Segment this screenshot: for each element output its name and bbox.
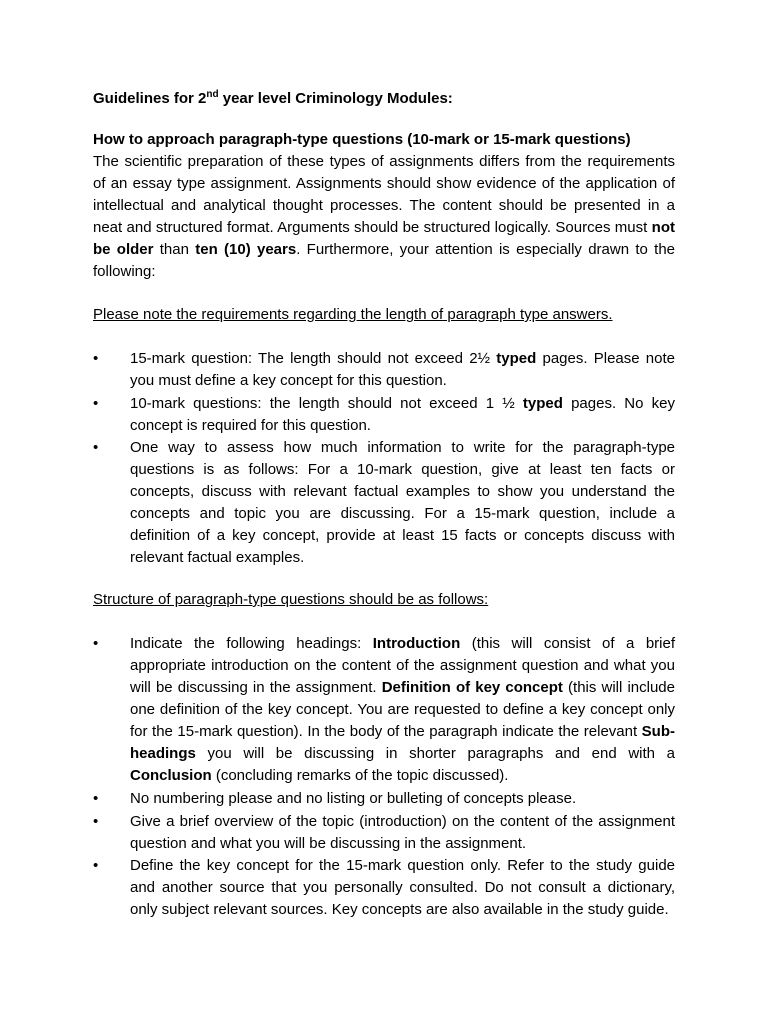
list-item: • One way to assess how much information to write for the paragraph-type questions is as follows: For a 10-mark question, give at least ten facts or concepts, discuss with relevant factual examples to show you understand the concepts and topic you are discussing. For a 15-mark question, include a definition of a key concept, provide at least 15 facts or concepts discuss with relevant factual examples.: [93, 439, 675, 566]
bullet-icon: •: [93, 395, 99, 412]
bullet-icon: •: [93, 790, 99, 807]
list-item: • 10-mark questions: the length should not exceed 1 ½ typed pages. No key concept is required for this question.: [93, 395, 675, 434]
bullet-icon: •: [93, 813, 99, 830]
bullet-icon: •: [93, 439, 99, 456]
bullet-icon: •: [93, 857, 99, 874]
structure-heading: Structure of paragraph-type questions should be as follows:: [93, 591, 489, 608]
section-heading: How to approach paragraph-type questions (10-mark or 15-mark questions): [93, 131, 631, 148]
list-item: • 15-mark question: The length should not exceed 2½ typed pages. Please note you must define a key concept for this question.: [93, 350, 675, 389]
bullet-icon: •: [93, 350, 99, 367]
list-item: • Indicate the following headings: Introduction (this will consist of a brief appropriate introduction on the content of the assignment question and what you will be discussing in the assignment. Definition of key concept (this will include one definition of the key concept. You are requested to define a key concept only for the 15-mark question). In the body of the paragraph indicate the relevant Sub-headings you will be discussing in shorter paragraphs and end with a Conclusion (concluding remarks of the topic discussed).: [93, 635, 676, 784]
list-item: • No numbering please and no listing or bulleting of concepts please.: [93, 788, 675, 810]
list-item: • Define the key concept for the 15-mark question only. Refer to the study guide and another source that you personally consulted. Do not consult a dictionary, only subject relevant sources. Key concepts are also available in the study guide.: [93, 857, 675, 918]
bullet-icon: •: [93, 635, 99, 652]
length-requirements-heading: Please note the requirements regarding the length of paragraph type answers.: [93, 306, 613, 323]
document-title: Guidelines for 2nd year level Criminology Modules:: [93, 89, 453, 107]
intro-paragraph: The scientific preparation of these types of assignments differs from the requirements of an essay type assignment. Assignments should show evidence of the application of intellectual and analytical thought processes. The content should be presented in a neat and structured format. Arguments should be structured logically. Sources must not be older than ten (10) years. Furthermore, your attention is especially drawn to the following:: [93, 153, 676, 280]
list-item: • Give a brief overview of the topic (introduction) on the content of the assignment question and what you will be discussing in the assignment.: [93, 813, 675, 852]
